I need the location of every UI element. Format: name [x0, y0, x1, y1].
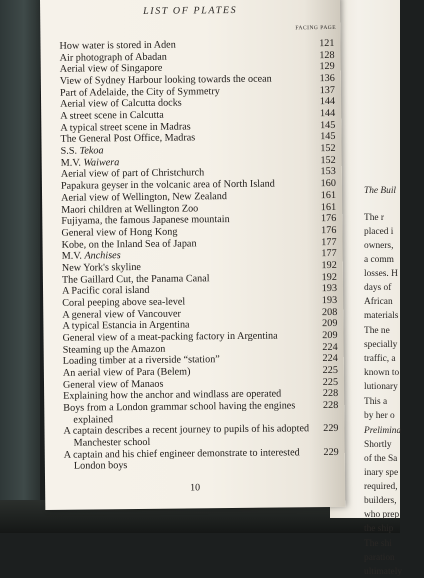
plate-title	[61, 158, 120, 169]
facing-page-line: specially	[364, 340, 424, 351]
plate-title: A typical street scene in Madras	[60, 122, 191, 134]
facing-page-line: The shi	[364, 539, 424, 550]
facing-page-line: the ship	[364, 524, 424, 535]
page-number: 10	[45, 481, 345, 495]
ship-name: Tekoa	[80, 145, 104, 156]
page-title: LIST OF PLATES	[40, 4, 340, 18]
facing-page-line: The r	[364, 213, 424, 224]
plate-title: Fujiyama, the famous Japanese mountain	[61, 215, 229, 227]
plate-title: Air photograph of Abadan	[60, 52, 167, 63]
plate-title: Aerial view of part of Christchurch	[61, 169, 205, 181]
ship-name: Waiwera	[83, 157, 119, 168]
plate-title: Part of Adelaide, the City of Symmetry	[60, 87, 220, 99]
facing-page-line: Prelimina	[364, 426, 424, 437]
plate-title: Aerial view of Wellington, New Zealand	[61, 192, 227, 204]
ship-prefix: S.S.	[61, 146, 80, 157]
facing-page-line: ultimately	[364, 567, 424, 578]
facing-page-number: 192	[317, 261, 337, 271]
plate-title: explained	[73, 415, 113, 426]
plate-title: A captain describes a recent journey to pupils of his adopted	[63, 425, 309, 438]
plate-title: Manchester school	[74, 438, 151, 449]
facing-page-number: 137	[315, 86, 335, 96]
plate-list	[40, 0, 345, 480]
facing-page-line: placed i	[364, 227, 424, 238]
plate-title: Explaining how the anchor and windlass are operated	[63, 390, 281, 402]
facing-page-number: 144	[315, 109, 335, 119]
ship-name: Anchises	[84, 250, 120, 261]
plate-title: Kobe, on the Inland Sea of Japan	[62, 239, 197, 251]
facing-page-number: 153	[316, 167, 336, 177]
facing-page-number: 129	[315, 62, 335, 72]
plate-title: A general view of Vancouver	[62, 309, 181, 320]
facing-page-line: by her o	[364, 411, 424, 422]
plate-entry	[59, 39, 334, 42]
facing-page-line: African	[364, 297, 424, 308]
facing-page-number: 144	[315, 97, 335, 107]
facing-page-line: owners,	[364, 241, 424, 252]
facing-page-number: 192	[317, 272, 337, 282]
ship-prefix: M.V.	[61, 157, 84, 168]
facing-page-number: 152	[316, 156, 336, 166]
facing-page-number: 208	[317, 308, 337, 318]
facing-page-number: 145	[315, 132, 335, 142]
plate-title: Boys from a London grammar school having the engines	[63, 401, 295, 414]
plate-title: General view of a meat-packing factory in Argentina	[62, 332, 277, 344]
plate-title	[62, 251, 121, 262]
facing-page-number: 229	[318, 424, 338, 434]
facing-page-number: 176	[316, 226, 336, 236]
facing-page-number: 121	[314, 39, 334, 49]
facing-page-number: 161	[316, 202, 336, 212]
facing-page-line: lutionary	[364, 382, 424, 393]
facing-page-line: This a	[364, 397, 424, 408]
facing-page-line: materials	[364, 311, 424, 322]
facing-page-line: Shortly	[364, 440, 424, 451]
facing-page-line: required,	[364, 482, 424, 493]
desk-background	[0, 0, 40, 533]
plate-title: A typical Estancia in Argentina	[62, 321, 189, 333]
facing-page-number: 160	[316, 179, 336, 189]
plate-title: Papakura geyser in the volcanic area of North Island	[61, 180, 275, 192]
facing-page-line: a comm	[364, 255, 424, 266]
facing-page-number: 225	[318, 378, 338, 388]
plate-title: The Gaillard Cut, the Panama Canal	[62, 274, 210, 286]
plate-title: Maori children at Wellington Zoo	[61, 204, 198, 216]
plate-title: General view of Manaos	[63, 379, 164, 390]
facing-page-line: inary spe	[364, 468, 424, 479]
facing-page-number: 177	[317, 237, 337, 247]
facing-page-number: 136	[315, 74, 335, 84]
facing-page-number: 176	[316, 214, 336, 224]
facing-page-line: who prep	[364, 510, 424, 521]
facing-page-number: 228	[318, 401, 338, 411]
facing-page-line: traffic, a	[364, 354, 424, 365]
plate-title: Loading timber at a riverside “station”	[63, 355, 220, 367]
facing-page-column-header: FACING PAGE	[295, 25, 336, 31]
facing-page-number: 229	[319, 448, 339, 458]
plate-title: View of Sydney Harbour looking towards the ocean	[60, 75, 272, 87]
plate-title: A captain and his chief engineer demonstrate to interested	[64, 448, 300, 461]
plate-title: London boys	[74, 462, 128, 473]
plate-title: A Pacific coral island	[62, 286, 150, 297]
facing-page-number: 145	[315, 121, 335, 131]
facing-page-number: 209	[317, 331, 337, 341]
facing-page-number: 224	[318, 343, 338, 353]
facing-page-line: The ne	[364, 326, 424, 337]
facing-page-line: days of	[364, 283, 424, 294]
facing-page-line: builders,	[364, 496, 424, 507]
plate-title: New York's skyline	[62, 263, 141, 274]
facing-page-number: 228	[318, 389, 338, 399]
facing-page-line: The Buil	[364, 186, 424, 197]
plate-title: An aerial view of Para (Belem)	[63, 367, 191, 379]
plate-title: General view of Hong Kong	[61, 227, 177, 238]
facing-page-number: 152	[316, 144, 336, 154]
facing-page-line: paration	[364, 553, 424, 564]
facing-page-line: known to	[364, 368, 424, 379]
plate-title: The General Post Office, Madras	[60, 134, 195, 146]
ship-prefix: M.V.	[62, 251, 85, 262]
facing-page-number: 225	[318, 366, 338, 376]
plate-title	[61, 146, 104, 157]
plate-title: Steaming up the Amazon	[63, 344, 166, 355]
plate-title: Aerial view of Calcutta docks	[60, 99, 182, 110]
facing-page-number: 128	[315, 51, 335, 61]
plate-title: Aerial view of Singapore	[60, 64, 163, 75]
book-page	[40, 0, 345, 510]
facing-page-number: 224	[318, 354, 338, 364]
facing-page-number: 193	[317, 284, 337, 294]
plate-title: Coral peeping above sea-level	[62, 297, 185, 308]
facing-page-number: 177	[317, 249, 337, 259]
facing-page-number: 161	[316, 191, 336, 201]
facing-page-line: of the Sa	[364, 454, 424, 465]
facing-page-line: losses. H	[364, 269, 424, 280]
facing-page-number: 193	[317, 296, 337, 306]
plate-title: A street scene in Calcutta	[60, 111, 164, 122]
plate-title: How water is stored in Aden	[59, 41, 175, 52]
facing-page-number: 209	[317, 319, 337, 329]
